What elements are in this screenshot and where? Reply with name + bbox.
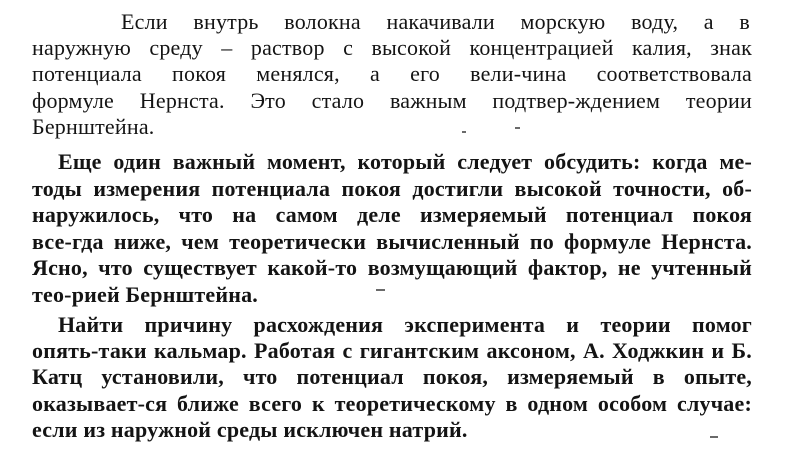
paragraph-3-line-1: Найти причину расхождения эксперимента и теории помог (58, 312, 752, 337)
scan-speck (515, 127, 520, 129)
paragraph-3-line-4: оказывает-ся ближе всего к теоретическому в одном особом случае: (32, 391, 752, 416)
paragraph-1-line-4: формуле Нернста. Это стало важным подтвер-ждением теории (32, 88, 752, 113)
paragraph-1-line-3: потенциала покоя менялся, а его вели-чина соответствовала (32, 61, 752, 86)
scan-speck (710, 436, 718, 438)
paragraph-2-line-5: Ясно, что существует какой-то возмущающий фактор, не учтенный (32, 255, 752, 280)
paragraph-2-line-6: тео-рией Бернштейна. (32, 282, 258, 307)
scan-speck (462, 131, 466, 133)
paragraph-2-line-3: наружилось, что на самом деле измеряемый потенциал покоя (32, 202, 752, 227)
paragraph-1-line-5: Бернштейна. (32, 114, 155, 139)
paragraph-1-line-1: Если внутрь волокна накачивали морскую воду, а в (121, 9, 750, 34)
paragraph-2-line-1: Еще один важный момент, который следует обсудить: когда ме- (58, 149, 752, 174)
paragraph-2-line-2: тоды измерения потенциала покоя достигли высокой точности, об- (32, 176, 752, 201)
paragraph-1-line-2: наружную среду – раствор с высокой концентрацией калия, знак (32, 35, 752, 60)
paragraph-3-line-2: опять-таки кальмар. Работая с гигантским аксоном, А. Ходжкин и Б. (32, 338, 752, 363)
paragraph-2-line-4: все-гда ниже, чем теоретически вычисленный по формуле Нернста. (32, 229, 752, 254)
paragraph-3-line-3: Катц установили, что потенциал покоя, измеряемый в опыте, (32, 364, 752, 389)
paragraph-3-line-5: если из наружной среды исключен натрий. (32, 417, 468, 442)
scan-speck (376, 289, 385, 291)
